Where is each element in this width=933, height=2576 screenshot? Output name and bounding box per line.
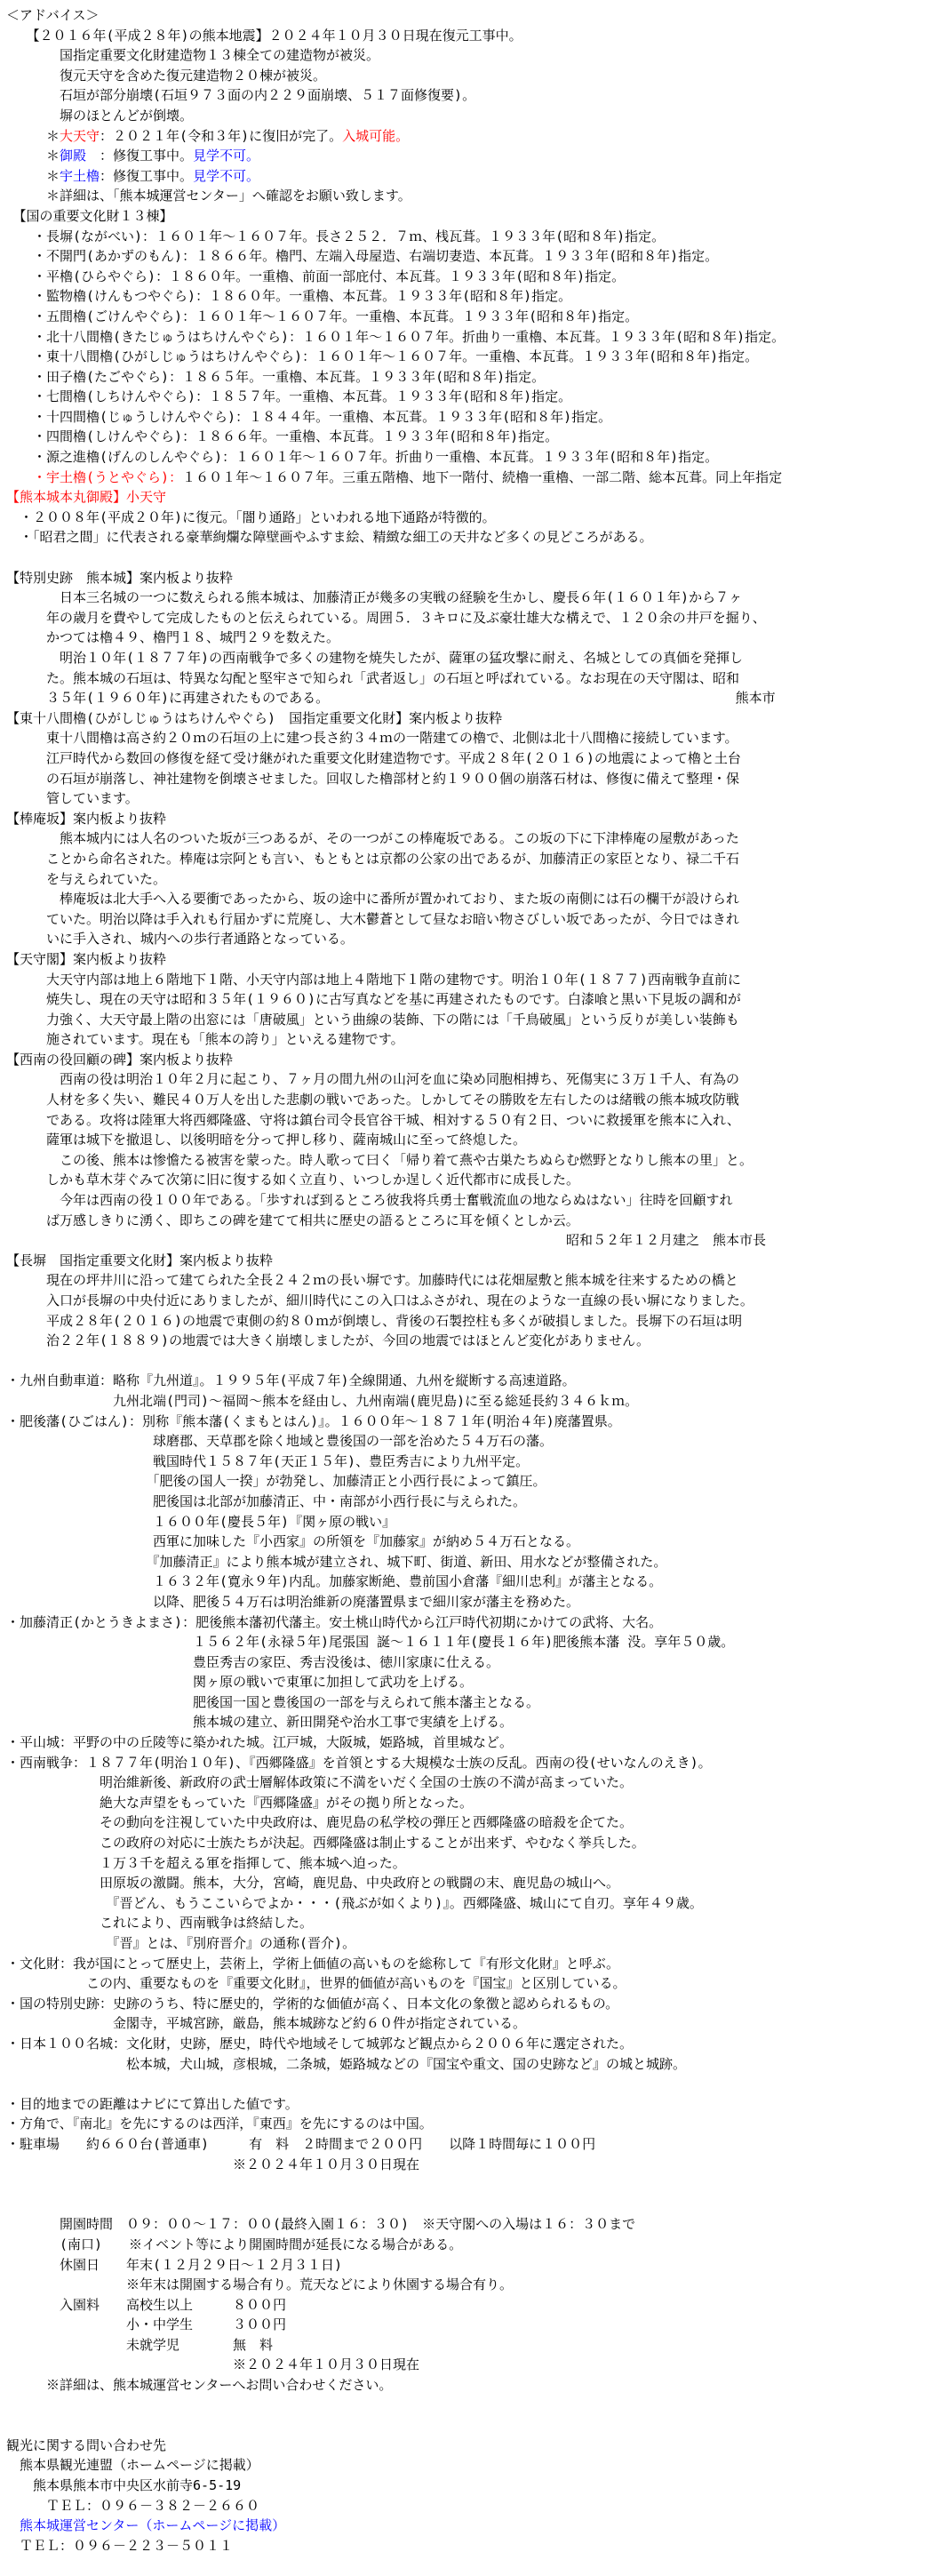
text-line (6, 1492, 933, 1512)
text-line (6, 1270, 933, 1291)
text: 昭和５２年１２月建之 熊本市長 (6, 1232, 767, 1249)
text: 以降、肥後５４万石は明治維新の廃藩置県まで細川家が藩主を務めた。 (6, 1593, 580, 1610)
text: ・「昭君之間」に代表される豪華絢爛な障壁画やふすま絵、精緻な細工の天井など多くの見どころがある。 (6, 529, 653, 546)
text-line (6, 828, 933, 849)
text: を与えられていた。 (6, 870, 167, 887)
text: ＊ (6, 148, 60, 164)
text: ・十四間櫓(じゅうしけんやぐら)：１８４４年。一重櫓、本瓦葺。１９３３年(昭和８年)指定。 (6, 408, 612, 425)
text-line (6, 1029, 933, 1050)
text: ・平山城：平野の中の丘陵等に築かれた城。江戸城，大阪城，姫路城，首里城など。 (6, 1734, 514, 1751)
text: 塀のほとんどが倒壊。 (6, 107, 194, 124)
text-line (6, 26, 933, 46)
text: 開園時間 ０９：００～１７：００(最終入園１６：３０) ※天守閣への入場は１６：３０まで (6, 2216, 636, 2233)
text: の石垣が崩落し、神社建物を倒壊させました。回収した櫓部材と約１９００個の崩落石材は、修復に備えて整理・保 (6, 770, 740, 787)
text-line (6, 1190, 933, 1211)
text: 豊臣秀吉の家臣、秀吉没後は、徳川家康に仕える。 (6, 1653, 500, 1670)
text-line (6, 508, 933, 528)
text-line (6, 2295, 933, 2316)
text-line (6, 126, 933, 147)
text-line (6, 1010, 933, 1030)
text: 今年は西南の役１００年である。「歩すれば到るところ彼我将兵勇士奮戦流血の地ならぬはない」往時を回顧すれ (6, 1192, 733, 1209)
text: ・日本１００名城：文化財，史跡，歴史，時代や地域そして城郭など観点から２００６年に選定された。 (6, 2035, 634, 2052)
text-line (6, 2275, 933, 2295)
text: 大天守内部は地上６階地下１階、小天守内部は地上４階地下１階の建物です。明治１０年(１８７７)西南戦争直前に (6, 971, 741, 988)
text: 力強く、大天守最上階の出窓には「唐破風」という曲線の装飾、下の階には「千鳥破風」という反りが美しい装飾も (6, 1011, 739, 1028)
text-line (6, 568, 933, 588)
text: 国指定重要文化財建造物１３棟全ての建造物が被災。 (6, 47, 380, 64)
text-line (6, 608, 933, 628)
text: ・西南戦争：１８７７年(明治１０年)、『西郷隆盛』を首領とする大規模な士族の反乱。西南の役(せいなんのえき)。 (6, 1754, 712, 1771)
text: この政府の対応に士族たちが決起。西郷隆盛は制止することが出来ず、やむなく挙兵した。 (6, 1835, 645, 1852)
text: 明治１０年(１８７７年)の西南戦争で多くの建物を焼失したが、薩軍の猛攻撃に耐え、名城としての真価を発揮し (6, 650, 743, 666)
text: 金閣寺，平城宮跡，厳島，熊本城跡など約６０件が指定されている。 (6, 2015, 527, 2032)
text-line (6, 1150, 933, 1171)
text-line (6, 909, 933, 930)
text-line (6, 1873, 933, 1893)
text-line (6, 166, 933, 187)
text-line (6, 246, 933, 267)
text: 人材を多く失い、難民４０万人を出した悲劇の戦いであった。しかしてその勝敗を左右したのは緒戦の熊本城攻防戦 (6, 1092, 739, 1108)
text-line (6, 407, 933, 428)
text: 『加藤清正』により熊本城が建立され、城下町、街道、新田、用水などが整備された。 (6, 1553, 667, 1570)
text: ＴＥＬ：０９６－２２３－５０１１ (6, 2537, 234, 2554)
text-line (6, 1050, 933, 1070)
blue-text: 見学不可。 (193, 148, 260, 164)
text-line (6, 1110, 933, 1131)
text: ：修復工事中。 (100, 167, 194, 184)
text: １６３２年(寛永９年)内乱。加藤家断絶、豊前国小倉藩『細川忠利』が藩主となる。 (6, 1573, 663, 1590)
text: 田原坂の激闘。熊本，大分，宮崎，鹿児島、中央政府との戦闘の末、鹿児島の城山へ。 (6, 1875, 620, 1892)
text: 管しています。 (6, 790, 139, 807)
text-line (6, 2054, 933, 2075)
text-line (6, 628, 933, 648)
text-line (6, 869, 933, 890)
text-line (6, 1572, 933, 1592)
text: ・平櫓(ひらやぐら)：１８６０年。一重櫓、前面一部庇付、本瓦葺。１９３３年(昭和８年)指定。 (6, 268, 626, 284)
text: ：２０２１年(令和３年)に復旧が完了。 (100, 127, 343, 144)
text-line (6, 1552, 933, 1572)
blue-text: 熊本城運営センター（ホームページに掲載） (20, 2517, 286, 2534)
text: 松本城，犬山城，彦根城，二条城，姫路城などの『国宝や重文、国の史跡など』の城と城跡。 (6, 2055, 687, 2072)
text-line (6, 1954, 933, 1974)
text: １５６２年(永禄５年)尾張国 誕～１６１１年(慶長１６年)肥後熊本藩 没。享年５０歳。 (6, 1634, 735, 1651)
text-line (6, 327, 933, 348)
text-line (6, 206, 933, 227)
text-line (6, 2436, 933, 2456)
text-line (6, 1632, 933, 1652)
text-line (6, 2536, 933, 2556)
text-line (6, 2195, 933, 2215)
text: 日本三名城の一つに数えられる熊本城は、加藤清正が幾多の実戦の経験を生かし、慶長６年(１６０１年)から７ヶ (6, 589, 743, 606)
text: 現在の坪井川に沿って建てられた全長２４２ｍの長い塀です。加藤時代には花畑屋敷と熊本城を往来するための橋と (6, 1272, 738, 1289)
text: ・四間櫓(しけんやぐら)：１８６６年。一重櫓、本瓦葺。１９３３年(昭和８年)指定。 (6, 428, 559, 445)
text-line (6, 588, 933, 608)
text: 【特別史跡 熊本城】案内板より抜粋 (6, 569, 234, 586)
text-line (6, 2174, 933, 2195)
text: 入口が長塀の中央付近にありましたが、細川時代にこの入口はふさがれ、現在のような一直線の長い塀になりました。 (6, 1292, 754, 1308)
text-line (6, 1412, 933, 1432)
text-line (6, 989, 933, 1010)
text: ※年末は開園する場合有り。荒天などにより休園する場合有り。 (6, 2276, 514, 2293)
text-line (6, 1812, 933, 1833)
text: 熊本城の建立、新田開発や治水工事で実績を上げる。 (6, 1714, 514, 1731)
text: 観光に関する問い合わせ先 (6, 2436, 167, 2453)
text-line (6, 2476, 933, 2496)
text: ・加藤清正(かとうきよまさ)：肥後熊本藩初代藩主。安土桃山時代から江戸時代初期にかけての武将、大名。 (6, 1613, 663, 1630)
text: その動向を注視していた中央政府は、鹿児島の私学校の弾圧と西郷隆盛の暗殺を企てた。 (6, 1814, 634, 1831)
text: １万３千を超える軍を指揮して、熊本城へ迫った。 (6, 1854, 406, 1871)
text: である。攻将は陸軍大将西郷隆盛、守将は鎮台司令長官谷干城、相対する５０有２日、ついに救援軍を熊本に入れ、 (6, 1111, 740, 1128)
text-line (6, 1933, 933, 1954)
text-line (6, 1793, 933, 1813)
text-line (6, 527, 933, 548)
text-line (6, 1592, 933, 1612)
text-line (6, 286, 933, 307)
text-line (6, 5, 933, 26)
text-line (6, 1251, 933, 1271)
text-line (6, 748, 933, 769)
text-line (6, 1331, 933, 1351)
text-line (6, 146, 933, 166)
text-line (6, 2074, 933, 2094)
text-line (6, 2255, 933, 2276)
text-line (6, 2034, 933, 2054)
text-line (6, 1512, 933, 1532)
blue-text: 見学不可。 (193, 167, 260, 184)
text: ・長塀(ながべい)：１６０１年～１６０７年。長さ２５２．７ｍ、桟瓦葺。１９３３年(昭和８年)指定。 (6, 228, 666, 244)
text: ・文化財：我が国にとって歴史上，芸術上，学術上価値の高いものを総称して『有形文化財』と呼ぶ。 (6, 1955, 620, 1972)
text-line (6, 1431, 933, 1452)
text: ・２００８年(平成２０年)に復元。「闇り通路」といわれる地下通路が特徴的。 (6, 508, 496, 525)
text: 入園料 高校生以上 ８００円 (6, 2296, 287, 2313)
text: 小・中学生 ３００円 (6, 2316, 287, 2333)
text: ・源之進櫓(げんのしんやぐら)：１６０１年～１６０７年。折曲り一重櫓、本瓦葺。１９３３年(昭和８年)指定。 (6, 449, 719, 466)
text: 復元天守を含めた復元建造物２０棟が被災。 (6, 67, 327, 84)
text-line (6, 809, 933, 829)
text: ことから命名された。棒庵は宗阿とも言い、もともとは京都の公家の出であるが、加藤清正の家臣となり、禄二千石 (6, 850, 740, 867)
text: ・東十八間櫓(ひがしじゅうはちけんやぐら)：１６０１年～１６０７年。一重櫓、本瓦葺。１９３３年(昭和８年)指定。 (6, 348, 759, 365)
text: ・目的地までの距離はナビにて算出した値です。 (6, 2095, 299, 2112)
text-line (6, 1893, 933, 1914)
text: 戦国時代１５８７年(天正１５年)、豊臣秀吉により九州平定。 (6, 1452, 530, 1469)
text: ・肥後藩(ひごはん)：別称『熊本藩(くまもとはん)』。１６００年～１８７１年(明治４年)廃藩置県。 (6, 1412, 621, 1429)
text-line (6, 1833, 933, 1853)
text-line (6, 2013, 933, 2034)
text-line (6, 427, 933, 447)
blue-text: 宇土櫓 (60, 167, 100, 184)
text: しかも草木芽ぐみて次第に旧に復する如く立直り、いつしか逞しく近代都市に成長した。 (6, 1172, 580, 1188)
text-line (6, 2335, 933, 2356)
text: 薩軍は城下を撤退し、以後明暗を分って押し移り、薩南城山に至って終熄した。 (6, 1132, 527, 1148)
text: 熊本県観光連盟（ホームページに掲載） (6, 2457, 259, 2474)
text: ・方角で、『南北』を先にするのは西洋，『東西』を先にするのは中国。 (6, 2116, 433, 2132)
text-line (6, 45, 933, 66)
text-line (6, 668, 933, 689)
text: ・駐車場 約６６０台(普通車) 有 料 ２時間まで２００円 以降１時間毎に１００円 (6, 2135, 596, 2152)
text-line (6, 708, 933, 729)
text: 球磨郡、天草郡を除く地域と豊後国の一部を治めた５４万石の藩。 (6, 1433, 554, 1450)
text: ＜アドバイス＞ (6, 7, 100, 23)
text: 治２２年(１８８９)の地震では大きく崩壊しましたが、今回の地震ではほとんど変化がありません。 (6, 1332, 650, 1349)
text-line (6, 66, 933, 86)
text-line (6, 2355, 933, 2375)
text: 平成２８年(２０１６)の地震で東側の約８０ｍが倒壊し、背後の石製控柱も多くが破損しました。長塀下の石垣は明 (6, 1312, 743, 1329)
text-line (6, 2455, 933, 2476)
text: 施されています。現在も「熊本の誇り」といえる建物です。 (6, 1031, 404, 1048)
text: 『晋』とは、『別府晋介』の通称(晋介)。 (6, 1935, 356, 1951)
text-line (6, 387, 933, 407)
text: １６００年(慶長５年)『関ヶ原の戦い』 (6, 1513, 396, 1530)
blue-text: 御殿 (60, 148, 87, 164)
text: ば万感しきりに湧く、即ちこの碑を建てて相共に歴史の語るところに耳を傾くとしか云。 (6, 1212, 579, 1228)
text: ＴＥＬ：０９６－３８２－２６６０ (6, 2497, 260, 2514)
text: 東十八間櫓は高さ約２０ｍの石垣の上に建つ長さ約３４ｍの一階建ての櫓で、北側は北十八間櫓に接続しています。 (6, 730, 738, 747)
text: 未就学児 無 料 (6, 2336, 274, 2353)
text-line (6, 1291, 933, 1311)
text-line (6, 1652, 933, 1673)
text: ・北十八間櫓(きたじゅうはちけんやぐら)：１６０１年～１６０７年。折曲り一重櫓、本瓦葺。１９３３年(昭和８年)指定。 (6, 328, 785, 345)
text: 休園日 年末(１２月２９日～１２月３１日) (6, 2256, 343, 2273)
text: (南口) ※イベント等により開園時間が延長になる場合がある。 (6, 2236, 463, 2252)
text: 絶大な声望をもっていた『西郷隆盛』がその拠り所となった。 (6, 1794, 474, 1811)
text: いに手入され、城内への歩行者通路となっている。 (6, 931, 354, 948)
text: 年の歳月を費やして完成したものと伝えられている。周囲５．３キロに及ぶ豪壮雄大な構えで、１２０余の井戸を掘り、 (6, 609, 766, 626)
text-line (6, 1973, 933, 1994)
text-line (6, 688, 933, 708)
text: 【棒庵坂】案内板より抜粋 (6, 810, 167, 827)
text: これにより、西南戦争は終結した。 (6, 1915, 314, 1932)
text-line (6, 2094, 933, 2115)
text-line (6, 1532, 933, 1552)
text-line (6, 186, 933, 206)
text: ＊詳細は、「熊本城運営センター」へ確認をお願い致します。 (6, 188, 411, 204)
text-line (6, 2415, 933, 2436)
text-line (6, 769, 933, 789)
text: ・七間櫓(しちけんやぐら)：１８５７年。一重櫓、本瓦葺。１９３３年(昭和８年)指定。 (6, 388, 572, 405)
text: ・五間櫓(ごけんやぐら)：１６０１年～１６０７年。一重櫓、本瓦葺。１９３３年(昭和８年)指定。 (6, 308, 639, 324)
text: 熊本県熊本市中央区水前寺6-5-19 (6, 2477, 242, 2494)
text-line (6, 1130, 933, 1150)
text: ・国の特別史跡：史跡のうち、特に歴史的，学術的な価値が高く、日本文化の象徴と認められるもの。 (6, 1995, 619, 2012)
text-line (6, 106, 933, 126)
text: 焼失し、現在の天守は昭和３５年(１９６０)に古写真などを基に再建されたものです。白漆喰と黒い下見坂の調和が (6, 991, 741, 1008)
text-line (6, 949, 933, 970)
red-text: 入城可能。 (342, 127, 410, 144)
text-line (6, 1612, 933, 1633)
text: ていた。明治以降は手入れも行届かずに荒廃し、大木鬱蒼として昼なお暗い物さびしい坂であったが、今日ではきれ (6, 910, 739, 927)
text-line (6, 2315, 933, 2335)
text-line (6, 2375, 933, 2396)
text-line (6, 1230, 933, 1251)
text-line (6, 548, 933, 568)
text-line (6, 2214, 933, 2235)
text: ・九州自動車道：略称『九州道』。１９９５年(平成７年)全線開通、九州を縦断する高速道路。 (6, 1372, 576, 1389)
text: 西軍に加味した『小西家』の所領を『加藤家』が納め５４万石となる。 (6, 1533, 580, 1550)
text: ・不開門(あかずのもん)：１８６６年。櫓門、左端入母屋造、右端切妻造、本瓦葺。１９３３年(昭和８年)指定。 (6, 248, 719, 265)
text-line (6, 1753, 933, 1773)
text: この内、重要なものを『重要文化財』，世界的価値が高いものを『国宝』と区別している。 (6, 1975, 626, 1992)
red-text: ・宇土櫓(うとやぐら)： (33, 468, 183, 485)
text (6, 2517, 20, 2533)
text-line (6, 1351, 933, 1372)
text: 西南の役は明治１０年２月に起こり、７ヶ月の間九州の山河を血に染め同胞相搏ち、死傷実に３万１千人、有為の (6, 1071, 740, 1088)
text: ※２０２４年１０月３０日現在 (6, 2356, 420, 2373)
text-line (6, 1452, 933, 1472)
text: 肥後国一国と豊後国の一部を与えられて熊本藩主となる。 (6, 1693, 540, 1710)
text: 熊本城内には人名のついた坂が三つあるが、その一つがこの棒庵坂である。この坂の下に下津棒庵の屋敷があった (6, 830, 739, 847)
text (6, 469, 33, 485)
text: ・監物櫓(けんもつやぐら)：１８６０年。一重櫓、本瓦葺。１９３３年(昭和８年)指定。 (6, 288, 572, 305)
text: 肥後国は北部が加藤清正、中・南部が小西行長に与えられた。 (6, 1492, 527, 1509)
text: ３５年(１９６０年)に再建されたものである。 熊本市 (6, 690, 776, 707)
text-line (6, 648, 933, 668)
text-line (6, 307, 933, 327)
text-line (6, 267, 933, 287)
text-line (6, 468, 933, 488)
text: １６０１年～１６０７年。三重五階櫓、地下一階付、続櫓一重櫓、一部二階、総本瓦葺。同上年指定 (182, 468, 783, 485)
text: ・田子櫓(たごやぐら)：１８６５年。一重櫓、本瓦葺。１９３３年(昭和８年)指定。 (6, 368, 546, 385)
text-line (6, 2155, 933, 2175)
text-line (6, 1712, 933, 1732)
text-line (6, 1471, 933, 1492)
text: ＊ (6, 167, 60, 184)
text-line (6, 2114, 933, 2134)
red-text: 大天守 (60, 127, 100, 144)
text: 【２０１６年(平成２８年)の熊本地震】２０２４年１０月３０日現在復元工事中。 (6, 27, 522, 44)
text-line (6, 849, 933, 869)
text-line (6, 1772, 933, 1793)
text-line (6, 1853, 933, 1874)
text: 【西南の役回顧の碑】案内板より抜粋 (6, 1051, 234, 1068)
text-line (6, 85, 933, 106)
text-line (6, 347, 933, 367)
text-line (6, 1311, 933, 1332)
text: 九州北端(門司)～福岡～熊本を経由し、九州南端(鹿児島)に至る総延長約３４６ｋｍ。 (6, 1392, 639, 1409)
text-line (6, 1732, 933, 1753)
text: 石垣が部分崩壊(石垣９７３面の内２２９面崩壊、５１７面修復要)。 (6, 87, 476, 104)
text-line (6, 1211, 933, 1231)
text-line (6, 487, 933, 508)
text: 【長塀 国指定重要文化財】案内板より抜粋 (6, 1252, 274, 1268)
text-line (6, 970, 933, 990)
text: 【天守閣】案内板より抜粋 (6, 950, 167, 967)
text-line (6, 1994, 933, 2014)
text: 江戸時代から数回の修復を経て受け継がれた重要文化財建造物です。平成２８年(２０１６)の地震によって櫓と土台 (6, 749, 741, 766)
text-line (6, 788, 933, 809)
text: 【国の重要文化財１３棟】 (6, 207, 173, 224)
text-line (6, 929, 933, 949)
text-line (6, 2396, 933, 2416)
text-line (6, 2134, 933, 2155)
text-line (6, 889, 933, 909)
text-line (6, 2235, 933, 2255)
text-line (6, 1692, 933, 1713)
text: ＊ (6, 127, 60, 144)
text-line (6, 447, 933, 468)
text-line (6, 1672, 933, 1692)
text: 関ヶ原の戦いで東軍に加担して武功を上げる。 (6, 1674, 474, 1691)
text-line (6, 1069, 933, 1090)
text-line (6, 367, 933, 388)
text: 『晋どん、もうここいらでよか・・・(飛ぶが如くより)』。西郷隆盛、城山にて自刃。享年４９歳。 (6, 1894, 703, 1911)
text: かつては櫓４９、櫓門１８、城門２９を数えた。 (6, 629, 340, 646)
text: 明治維新後、新政府の武士層解体政策に不満をいだく全国の士族の不満が高まっていた。 (6, 1774, 634, 1791)
text: 【東十八間櫓(ひがしじゅうはちけんやぐら) 国指定重要文化財】案内板より抜粋 (6, 709, 503, 726)
text: ：修復工事中。 (86, 148, 194, 164)
text-line (6, 728, 933, 748)
text: た。熊本城の石垣は、特異な勾配と堅牢さで知られ「武者返し」の石垣と呼ばれている。なお現在の天守閣は、昭和 (6, 669, 740, 686)
text: ※詳細は、熊本城運営センターへお問い合わせください。 (6, 2377, 393, 2394)
text-line (6, 227, 933, 247)
text: ※２０２４年１０月３０日現在 (6, 2156, 420, 2172)
text-line (6, 1913, 933, 1933)
text-line (6, 1090, 933, 1110)
text-line (6, 1391, 933, 1412)
text: この後、熊本は惨憺たる被害を蒙った。時人歌って曰く「帰り着て燕や古巣たちぬらむ燃野となりし熊本の里」と。 (6, 1151, 754, 1168)
red-text: 【熊本城本丸御殿】小天守 (6, 489, 167, 506)
text-line (6, 2516, 933, 2536)
text: 棒庵坂は北大手へ入る要衝であったから、坂の途中に番所が置かれており、また坂の南側には石の欄干が設けられ (6, 891, 739, 908)
text-line (6, 1170, 933, 1190)
text-line (6, 2496, 933, 2516)
text: 「肥後の国人一揆」が勃発し、加藤清正と小西行長によって鎮圧。 (6, 1473, 546, 1490)
text-line (6, 1371, 933, 1391)
